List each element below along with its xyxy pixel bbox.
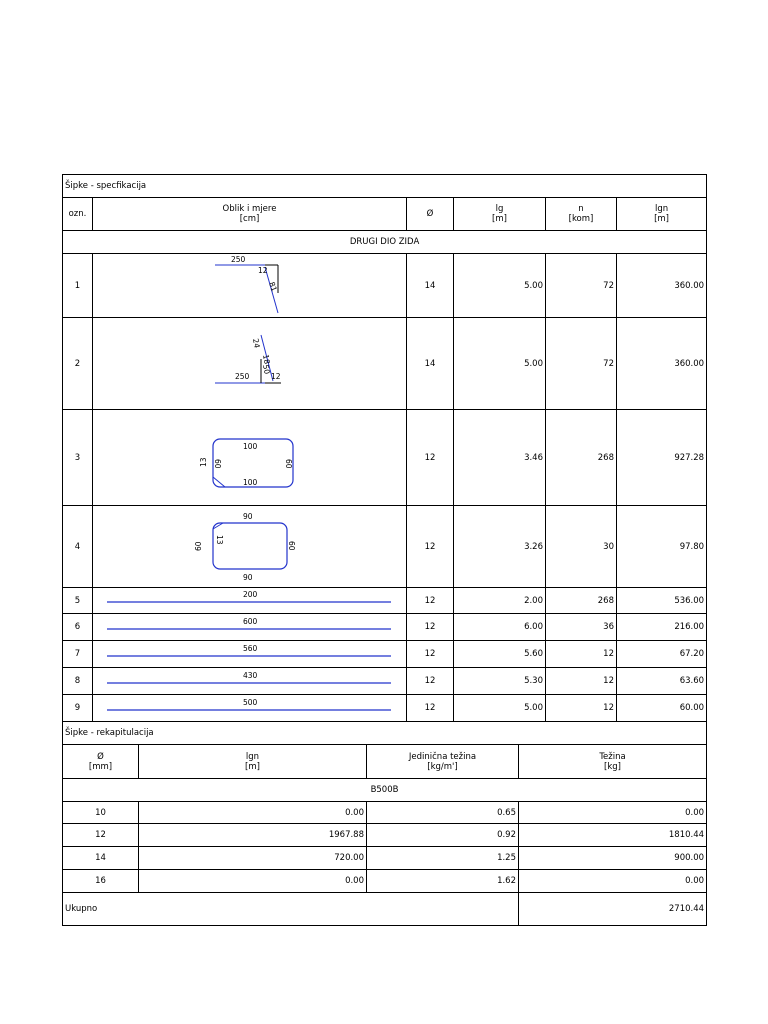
bar-length: 6.00 [454, 614, 546, 641]
recap-header-length [139, 745, 367, 779]
dim-label: 18 [261, 353, 272, 365]
bar-shape-6 [93, 614, 407, 641]
bar-total-length: 67.20 [617, 641, 707, 668]
recap-diameter: 10 [63, 802, 139, 824]
table-row [63, 410, 707, 506]
recapitulation-title: Šipke - rekapitulacija [63, 722, 707, 745]
bar-diameter: 12 [407, 506, 454, 588]
dim-label: 81 [267, 280, 279, 293]
header-diameter: Ø [407, 198, 454, 231]
recap-header-unit-weight-label: Jedinična težina [408, 751, 477, 762]
recap-length: 0.00 [139, 802, 367, 824]
dim-label: 560 [243, 644, 258, 653]
recap-weight: 1810.44 [519, 824, 707, 847]
table-row [63, 668, 707, 695]
recap-header-weight-label: Težina [599, 751, 626, 762]
bar-diameter: 12 [407, 588, 454, 614]
header-total-length-label: lgn [654, 204, 669, 214]
bar-shape-5 [93, 588, 407, 614]
recap-header-weight [519, 745, 707, 779]
total-label: Ukupno [63, 893, 519, 926]
bar-length: 5.00 [454, 318, 546, 410]
dim-label: 50 [261, 363, 272, 375]
table-row [63, 641, 707, 668]
recap-diameter: 14 [63, 847, 139, 870]
bar-length: 3.26 [454, 506, 546, 588]
bar-shape-7 [93, 641, 407, 668]
total-value: 2710.44 [519, 893, 707, 926]
bar-diameter: 12 [407, 668, 454, 695]
total-row [63, 893, 707, 926]
steel-grade: B500B [63, 779, 707, 802]
bar-mark: 3 [63, 410, 93, 506]
bar-mark: 2 [63, 318, 93, 410]
bar-count: 268 [546, 410, 617, 506]
recap-weight: 0.00 [519, 870, 707, 893]
bar-mark: 5 [63, 588, 93, 614]
rebar-schedule-document [62, 174, 706, 926]
recapitulation-header-row [63, 745, 707, 779]
header-total-length-unit: [m] [654, 214, 669, 224]
bar-mark: 9 [63, 695, 93, 722]
bar-count: 12 [546, 668, 617, 695]
table-row [63, 588, 707, 614]
dim-label: 430 [243, 671, 258, 680]
recap-header-length-unit: [m] [245, 761, 260, 772]
table-row [63, 695, 707, 722]
specification-header-row [63, 198, 707, 231]
table-row [63, 870, 707, 893]
table-row [63, 254, 707, 318]
bar-total-length: 536.00 [617, 588, 707, 614]
table-row [63, 802, 707, 824]
header-length-label: lg [495, 204, 504, 214]
dim-label: 500 [243, 698, 258, 707]
header-count-unit: [kom] [568, 214, 594, 224]
bar-count: 30 [546, 506, 617, 588]
header-length-unit: [m] [492, 214, 507, 224]
dim-label: 60 [284, 458, 293, 469]
dim-label: 60 [194, 540, 203, 551]
dim-label: 24 [251, 337, 262, 349]
dim-label: 90 [243, 511, 253, 521]
bar-diameter: 14 [407, 318, 454, 410]
bar-total-length: 216.00 [617, 614, 707, 641]
table-row [63, 847, 707, 870]
recap-header-diameter [63, 745, 139, 779]
dim-label: 250 [235, 371, 250, 381]
bar-count: 72 [546, 318, 617, 410]
bar-mark: 8 [63, 668, 93, 695]
table-row [63, 506, 707, 588]
table-row [63, 614, 707, 641]
straight-bar-6-drawing [93, 614, 407, 637]
bar-total-length: 360.00 [617, 254, 707, 318]
dim-label: 12 [271, 371, 281, 381]
specification-title: Šipke - specfikacija [63, 175, 707, 198]
section-label: DRUGI DIO ZIDA [63, 231, 707, 254]
straight-bar-9-drawing [93, 695, 407, 718]
bar-shape-9 [93, 695, 407, 722]
bar-length: 2.00 [454, 588, 546, 614]
recap-length: 720.00 [139, 847, 367, 870]
header-shape-label: Oblik i mjere [222, 204, 277, 214]
recap-header-length-label: lgn [245, 751, 260, 762]
header-shape [93, 198, 407, 231]
specification-table [62, 174, 707, 722]
bent-bar-2-drawing [93, 319, 407, 409]
bent-bar-1-drawing [93, 255, 407, 317]
bar-shape-4 [93, 506, 407, 588]
recap-unit-weight: 0.92 [367, 824, 519, 847]
table-row [63, 824, 707, 847]
bar-diameter: 12 [407, 410, 454, 506]
recap-header-weight-unit: [kg] [604, 761, 621, 772]
bar-diameter: 14 [407, 254, 454, 318]
straight-bar-7-drawing [93, 641, 407, 664]
recap-weight: 0.00 [519, 802, 707, 824]
bar-count: 12 [546, 641, 617, 668]
bar-count: 268 [546, 588, 617, 614]
header-total-length [617, 198, 707, 231]
straight-bar-5-drawing [93, 588, 407, 610]
dim-label: 250 [231, 254, 246, 264]
recapitulation-table [62, 721, 707, 926]
bar-total-length: 360.00 [617, 318, 707, 410]
header-length [454, 198, 546, 231]
dim-label: 60 [213, 458, 222, 469]
bar-total-length: 97.80 [617, 506, 707, 588]
recap-length: 1967.88 [139, 824, 367, 847]
bar-mark: 1 [63, 254, 93, 318]
dim-label: 600 [243, 617, 258, 626]
recap-header-unit-weight-unit: [kg/m'] [427, 761, 458, 772]
bar-shape-1 [93, 254, 407, 318]
recap-unit-weight: 1.25 [367, 847, 519, 870]
stirrup-4-drawing [93, 507, 407, 587]
bar-shape-2 [93, 318, 407, 410]
dim-label: 60 [287, 540, 296, 551]
header-count [546, 198, 617, 231]
stirrup-3-drawing [93, 411, 407, 505]
bar-diameter: 12 [407, 695, 454, 722]
bar-shape-3 [93, 410, 407, 506]
header-shape-unit: [cm] [239, 214, 260, 224]
bar-length: 5.60 [454, 641, 546, 668]
dim-label: 13 [215, 534, 224, 545]
recap-header-diameter-unit: [mm] [88, 761, 113, 772]
dim-label: 100 [243, 477, 258, 487]
dim-label: 90 [243, 572, 253, 582]
bar-shape-8 [93, 668, 407, 695]
straight-bar-8-drawing [93, 668, 407, 691]
recap-header-diameter-label: Ø [97, 751, 104, 762]
bar-mark: 7 [63, 641, 93, 668]
header-count-label: n [578, 204, 584, 214]
dim-label: 200 [243, 590, 258, 599]
recap-length: 0.00 [139, 870, 367, 893]
bar-count: 12 [546, 695, 617, 722]
recap-header-unit-weight [367, 745, 519, 779]
bar-total-length: 60.00 [617, 695, 707, 722]
dim-label: 100 [243, 441, 258, 451]
bar-length: 5.00 [454, 254, 546, 318]
bar-length: 5.00 [454, 695, 546, 722]
bar-length: 5.30 [454, 668, 546, 695]
dim-label: 13 [199, 456, 208, 467]
bar-count: 36 [546, 614, 617, 641]
bar-diameter: 12 [407, 641, 454, 668]
bar-count: 72 [546, 254, 617, 318]
bar-diameter: 12 [407, 614, 454, 641]
dim-label: 12 [258, 265, 268, 275]
recap-unit-weight: 0.65 [367, 802, 519, 824]
recap-diameter: 12 [63, 824, 139, 847]
bar-length: 3.46 [454, 410, 546, 506]
bar-mark: 6 [63, 614, 93, 641]
recap-diameter: 16 [63, 870, 139, 893]
header-mark: ozn. [63, 198, 93, 231]
bar-total-length: 63.60 [617, 668, 707, 695]
table-row [63, 318, 707, 410]
stirrup-outline [213, 523, 287, 569]
recap-weight: 900.00 [519, 847, 707, 870]
bar-mark: 4 [63, 506, 93, 588]
bar-total-length: 927.28 [617, 410, 707, 506]
recap-unit-weight: 1.62 [367, 870, 519, 893]
